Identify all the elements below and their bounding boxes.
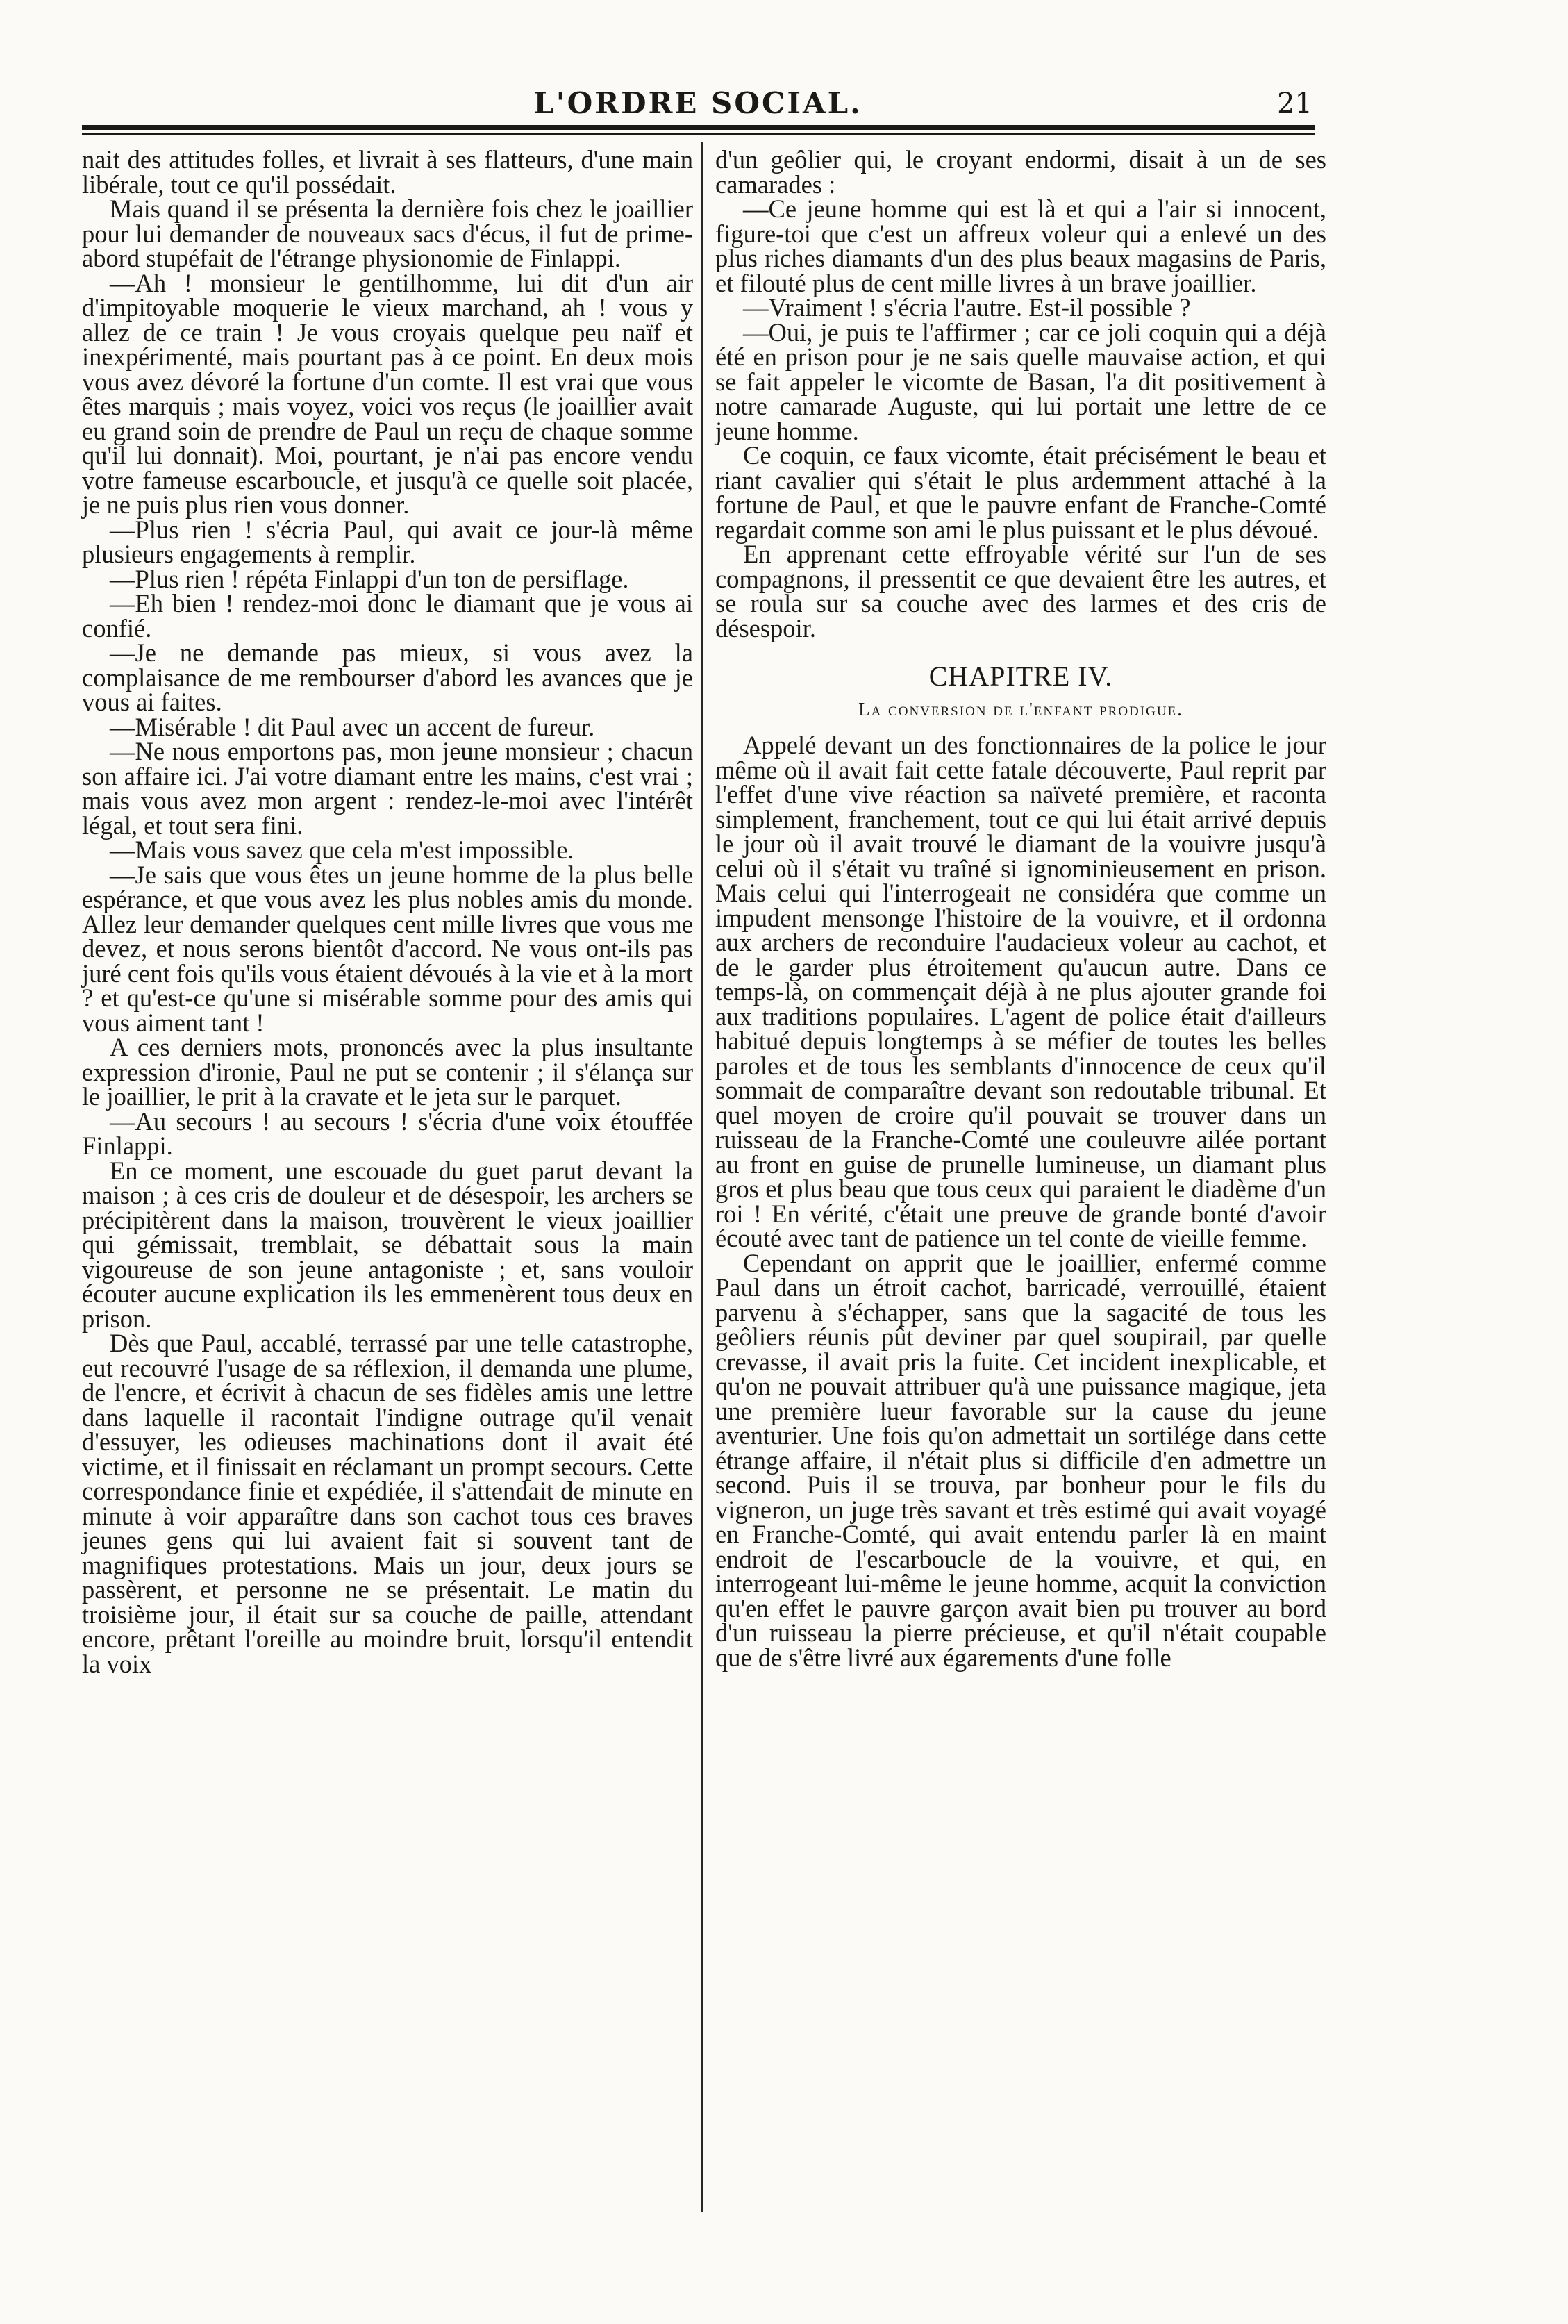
left-column	[82, 147, 693, 1676]
paragraph: En apprenant cette effroyable vérité sur l'un de ses compagnons, il pressentit ce que devaient être les autres, et se roula sur sa couche avec des larmes et des cris de désespoir.	[715, 540, 1326, 642]
paragraph: —Vraiment ! s'écria l'autre. Est-il possible ?	[743, 293, 1191, 322]
paragraph: —Misérable ! dit Paul avec un accent de fureur.	[110, 712, 595, 741]
header-rule-thin	[82, 133, 1315, 135]
paragraph: Mais quand il se présenta la dernière fois chez le joaillier pour lui demander de nouveaux sacs d'écus, il fut de prime-abord stupéfait de l'étrange physionomie de Finlappi.	[82, 194, 693, 272]
paragraph: —Je sais que vous êtes un jeune homme de la plus belle espérance, et que vous avez les plus nobles amis du monde. Allez leur demander quelques cent mille livres que vous me devez, et nous serons bientôt d'accord. Ne vous ont-ils pas juré cent fois qu'ils vous étaient dévoués à la vie et à la mort ? et qu'est-ce qu'une si misérable somme pour des amis qui vous aiment tant !	[82, 860, 693, 1037]
paragraph: Dès que Paul, accablé, terrassé par une telle catastrophe, eut recouvré l'usage de sa réflexion, il demanda une plume, de l'encre, et écrivit à chacun de ses fidèles amis une lettre dans laquelle il racontait l'indigne outrage qu'il venait d'essuyer, les odieuses machinations dont il avait été victime, et il finissait en réclamant un prompt secours. Cette correspondance finie et expédiée, il s'attendait de minute en minute à voir apparaître dans son cachot tous ces braves jeunes gens qui lui avaient fait si souvent tant de magnifiques protestations. Mais un jour, deux jours se passèrent, et personne ne se présentait. Le matin du troisième jour, il était sur sa couche de paille, attendant encore, prêtant l'oreille au moindre bruit, lorsqu'il entendit la voix	[82, 1329, 693, 1678]
column-separator	[701, 142, 703, 2212]
chapter-subtitle: La conversion de l'enfant prodigue.	[858, 698, 1183, 720]
paragraph: Cependant on apprit que le joaillier, enfermé comme Paul dans un étroit cachot, barricadé, verrouillé, étaient parvenu à s'échapper, sans que la sagacité de tous les geôliers réunis pût deviner par quel soupirail, par quelle crevasse, il avait pris la fuite. Cet incident inexplicable, et qu'on ne pouvait attribuer qu'à une puissance magique, jeta une première lueur favorable sur la cause du jeune aventurier. Une fois qu'on admettait un sortilége dans cette étrange affaire, il n'était plus si difficile d'en admettre un second. Puis il se trouva, par bonheur pour le fils du vigneron, un juge très savant et très estimé qui avait voyagé en Franche-Comté, qui avait entendu parler là en maint endroit de l'escarboucle de la vouivre, et qui, en interrogeant lui-même le jeune homme, acquit la conviction qu'en effet le pauvre garçon avait bien pu trouver au bord d'un ruisseau la pierre précieuse, et qu'il n'était coupable que de s'être livré aux égarements d'une folle	[715, 1248, 1326, 1672]
page-title: L'ORDRE SOCIAL.	[533, 86, 862, 120]
right-column-part-1	[715, 147, 1326, 640]
paragraph: —Au secours ! au secours ! s'écria d'une voix étouffée Finlappi.	[82, 1106, 693, 1160]
right-column	[715, 147, 1326, 1670]
page-number: 21	[1277, 88, 1312, 119]
paragraph: —Mais vous savez que cela m'est impossible.	[110, 836, 574, 864]
paragraph: Ce coquin, ce faux vicomte, était précisément le beau et riant cavalier qui s'était le plus ardemment attaché à la fortune de Paul, et que le pauvre enfant de Franche-Comté regardait comme son ami le plus puissant et le plus dévoué.	[715, 441, 1326, 544]
paragraph: d'un geôlier qui, le croyant endormi, disait à un de ses camarades :	[715, 145, 1326, 199]
paragraph: —Oui, je puis te l'affirmer ; car ce joli coquin qui a déjà été en prison pour je ne sais quelle mauvaise action, et qui se fait appeler le vicomte de Basan, l'a dit positivement à notre camarade Auguste, qui lui portait une lettre de ce jeune homme.	[715, 317, 1326, 445]
chapter-heading: CHAPITRE IV.	[928, 661, 1113, 692]
paragraph: —Ah ! monsieur le gentilhomme, lui dit d'un air d'impitoyable moquerie le vieux marchand, ah ! vous y allez de ce train ! Je vous croyais quelque peu naïf et inexpérimenté, mais pourtant pas à ce point. En deux mois vous avez dévoré la fortune d'un comte. Il est vrai que vous êtes marquis ; mais voyez, voici vos reçus (le joaillier avait eu grand soin de prendre de Paul un reçu de chaque somme qu'il lui donnait). Moi, pourtant, je n'ai pas encore vendu votre fameuse escarboucle, et jusqu'à ce quelle soit placée, je ne puis plus rien vous donner.	[82, 268, 693, 519]
right-column-part-2	[715, 733, 1326, 1670]
paragraph: —Je ne demande pas mieux, si vous avez la complaisance de me rembourser d'abord les avances que je vous ai faites.	[82, 638, 693, 716]
paragraph: —Ce jeune homme qui est là et qui a l'air si innocent, figure-toi que c'est un affreux voleur qui a enlevé un des plus riches diamants d'un des plus beaux magasins de Paris, et filouté plus de cent mille livres à un brave joaillier.	[715, 194, 1326, 297]
paragraph: A ces derniers mots, prononcés avec la plus insultante expression d'ironie, Paul ne put se contenir ; il s'élança sur le joaillier, le prit à la cravate et le jeta sur le parquet.	[82, 1033, 693, 1111]
header-rule-thick	[82, 125, 1315, 130]
paragraph: nait des attitudes folles, et livrait à ses flatteurs, d'une main libérale, tout ce qu'il possédait.	[82, 145, 693, 199]
paragraph: Appelé devant un des fonctionnaires de la police le jour même où il avait fait cette fatale découverte, Paul reprit par l'effet d'une vive réaction sa naïveté première, et raconta simplement, franchement, tout ce qui lui était arrivé depuis le jour où il avait trouvé le diamant de la vouivre jusqu'à celui où il s'était vu traîné si ignominieusement en prison. Mais celui qui l'interrogeait ne considéra que comme un impudent mensonge l'histoire de la vouivre, et il ordonna aux archers de reconduire l'audacieux voleur au cachot, et de le garder plus étroitement qu'aucun autre. Dans ce temps-là, on commençait déjà à ne plus ajouter grande foi aux traditions populaires. L'agent de police était d'ailleurs habitué depuis longtemps à se méfier de toutes les belles paroles et de tous les semblants d'innocence de ceux qu'il sommait de comparaître devant son redoutable tribunal. Et quel moyen de croire qu'il pouvait se trouver dans un ruisseau de la Franche-Comté une couleuvre ailée portant au front en guise de prunelle lumineuse, un diamant plus gros et plus beau que tous ceux qui paraient le diadème d'un roi ! En vérité, c'était une preuve de grande bonté d'avoir écouté avec tant de patience un tel conte de vieille femme.	[715, 731, 1326, 1252]
paragraph: —Eh bien ! rendez-moi donc le diamant que je vous ai confié.	[82, 589, 693, 642]
paragraph: —Ne nous emportons pas, mon jeune monsieur ; chacun son affaire ici. J'ai votre diamant entre les mains, c'est vrai ; mais vous avez mon argent : rendez-le-moi avec l'intérêt légal, et tout sera fini.	[82, 737, 693, 840]
paragraph: —Plus rien ! répéta Finlappi d'un ton de persiflage.	[110, 564, 629, 593]
paragraph: —Plus rien ! s'écria Paul, qui avait ce jour-là même plusieurs engagements à remplir.	[82, 515, 693, 568]
paragraph: En ce moment, une escouade du guet parut devant la maison ; à ces cris de douleur et de désespoir, les archers se précipitèrent dans la maison, trouvèrent le vieux joaillier qui gémissait, tremblait, se débattait sous la main vigoureuse de son jeune antagoniste ; et, sans vouloir écouter aucune explication ils les emmenèrent tous deux en prison.	[82, 1156, 693, 1333]
masthead	[83, 82, 1312, 124]
